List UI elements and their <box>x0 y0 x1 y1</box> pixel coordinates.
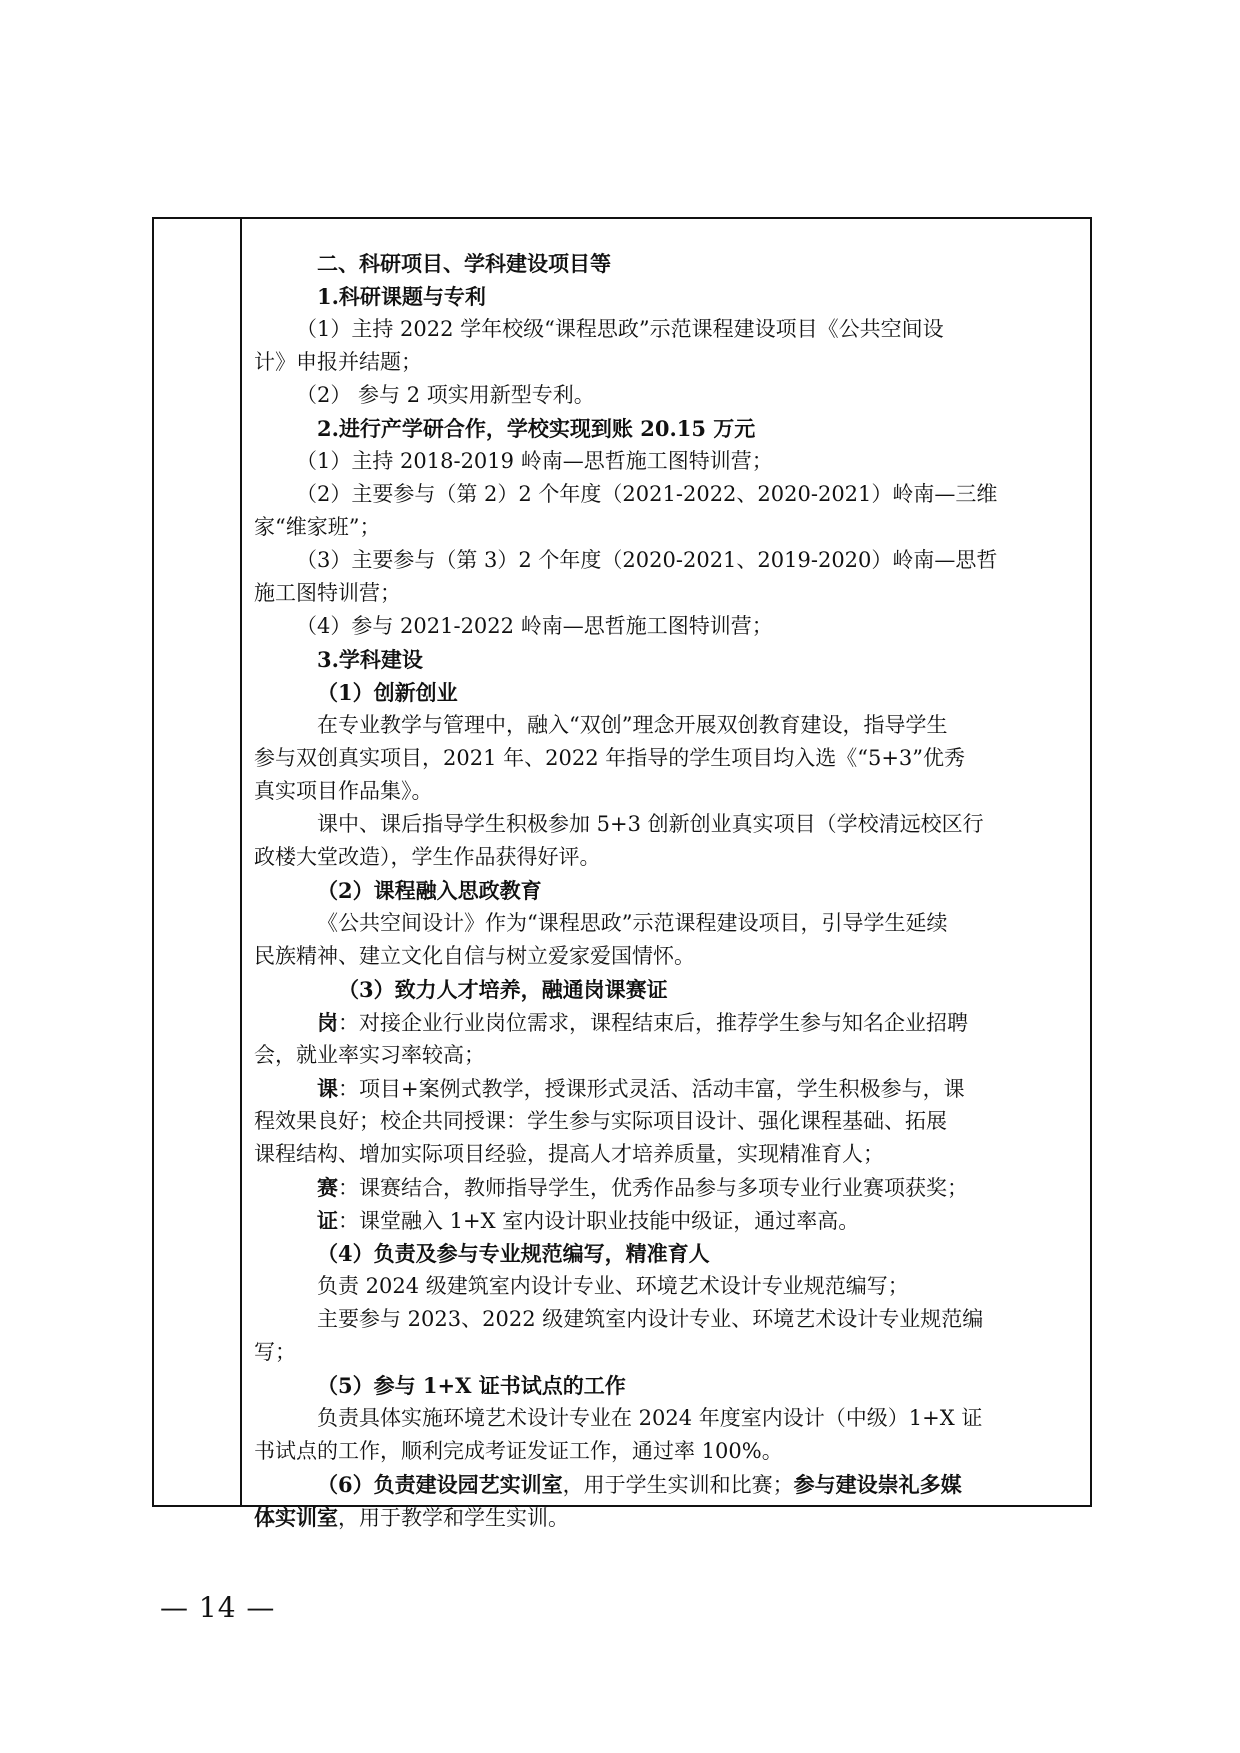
paragraph: 课程结构、增加实际项目经验，提高人才培养质量，实现精准育人； <box>254 1142 884 1166</box>
subheading-standards: （4）负责及参与专业规范编写，精准育人 <box>317 1241 710 1266</box>
label-zheng: 证 <box>317 1208 338 1233</box>
content-table <box>152 217 1092 1530</box>
paragraph-labs <box>254 1468 1082 1501</box>
text-sai: ：课赛结合，教师指导学生，优秀作品参与多项专业行业赛项获奖； <box>338 1176 968 1200</box>
paragraph: 会，就业率实习率较高； <box>254 1043 485 1067</box>
paragraph: 负责具体实施环境艺术设计专业在 2024 年度室内设计（中级）1+X 证 <box>317 1406 983 1430</box>
paragraph-zheng <box>254 1204 1082 1237</box>
paragraph: 政楼大堂改造），学生作品获得好评。 <box>254 845 601 869</box>
paragraph: 家“维家班”； <box>254 515 381 539</box>
label-sai: 赛 <box>317 1175 338 1200</box>
subheading-talent: （3）致力人才培养，融通岗课赛证 <box>338 977 668 1002</box>
paragraph: 民族精神、建立文化自信与树立爱家爱国情怀。 <box>254 944 695 968</box>
paragraph: 真实项目作品集》。 <box>254 779 433 803</box>
paragraph: （3）主要参与（第 3）2 个年度（2020-2021、2019-2020）岭南—思哲 <box>296 548 998 572</box>
table-content-cell <box>254 247 1082 1534</box>
paragraph: 参与双创真实项目，2021 年、2022 年指导的学生项目均入选《“5+3”优秀 <box>254 746 966 770</box>
section-title: 二、科研项目、学科建设项目等 <box>317 251 611 276</box>
subheading-certificate: （5）参与 1+X 证书试点的工作 <box>317 1373 626 1398</box>
paragraph-ke <box>254 1072 1082 1105</box>
subheading-innovation: （1）创新创业 <box>317 680 458 705</box>
text-garden-lab: ，用于学生实训和比赛； <box>562 1473 794 1497</box>
paragraph: （4）参与 2021-2022 岭南—思哲施工图特训营； <box>296 614 773 638</box>
paragraph: （2） 参与 2 项实用新型专利。 <box>296 383 595 407</box>
bold-garden-lab: （6）负责建设园艺实训室 <box>317 1472 563 1497</box>
paragraph: 程效果良好；校企共同授课：学生参与实际项目设计、强化课程基础、拓展 <box>254 1109 947 1133</box>
subheading-ideology: （2）课程融入思政教育 <box>317 878 542 903</box>
paragraph: 负责 2024 级建筑室内设计专业、环境艺术设计专业规范编写； <box>317 1274 909 1298</box>
bold-multimedia-lab-cont: 体实训室 <box>254 1505 338 1530</box>
label-gang: 岗 <box>317 1010 338 1035</box>
text-zheng: ：课堂融入 1+X 室内设计职业技能中级证，通过率高。 <box>338 1209 860 1233</box>
paragraph: 《公共空间设计》作为“课程思政”示范课程建设项目，引导学生延续 <box>317 911 948 935</box>
paragraph: 主要参与 2023、2022 级建筑室内设计专业、环境艺术设计专业规范编 <box>317 1307 984 1331</box>
text-ke: ：项目+案例式教学，授课形式灵活、活动丰富，学生积极参与，课 <box>338 1077 965 1101</box>
heading-cooperation: 2.进行产学研合作，学校实现到账 20.15 万元 <box>317 416 756 441</box>
paragraph: 在专业教学与管理中，融入“双创”理念开展双创教育建设，指导学生 <box>317 713 948 737</box>
heading-research: 1.科研课题与专利 <box>317 284 486 309</box>
paragraph: 施工图特训营； <box>254 581 401 605</box>
paragraph-labs-cont <box>254 1501 1082 1534</box>
label-ke: 课 <box>317 1076 338 1101</box>
paragraph: 写； <box>254 1340 296 1364</box>
text-gang: ：对接企业行业岗位需求，课程结束后，推荐学生参与知名企业招聘 <box>338 1011 968 1035</box>
paragraph: （1）主持 2022 学年校级“课程思政”示范课程建设项目《公共空间设 <box>296 317 944 341</box>
paragraph: 计》申报并结题； <box>254 350 422 374</box>
paragraph: 书试点的工作，顺利完成考证发证工作，通过率 100%。 <box>254 1439 783 1463</box>
paragraph-sai <box>254 1171 1082 1204</box>
paragraph: 课中、课后指导学生积极参加 5+3 创新创业真实项目（学校清远校区行 <box>317 812 984 836</box>
paragraph: （1）主持 2018-2019 岭南—思哲施工图特训营； <box>296 449 773 473</box>
text-multimedia-lab: ，用于教学和学生实训。 <box>338 1506 569 1530</box>
page-number: — 14 — <box>160 1591 276 1624</box>
bold-multimedia-lab: 参与建设崇礼多媒 <box>793 1472 962 1497</box>
heading-discipline: 3.学科建设 <box>317 647 423 672</box>
table-left-column <box>154 219 242 1505</box>
paragraph: （2）主要参与（第 2）2 个年度（2021-2022、2020-2021）岭南—三维 <box>296 482 998 506</box>
paragraph-gang <box>254 1006 1082 1039</box>
